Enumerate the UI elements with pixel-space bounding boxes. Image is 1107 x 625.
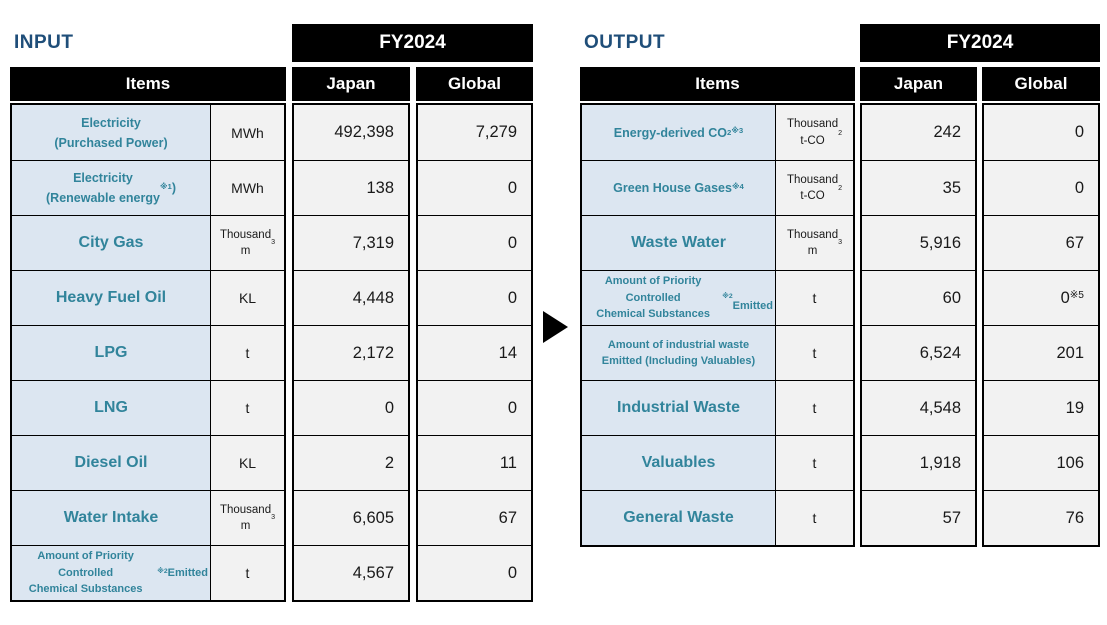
item-unit-cell: Thousand t-CO 2 bbox=[776, 161, 853, 215]
global-value-cell: 0 bbox=[984, 105, 1098, 160]
input-global-column-header: Global bbox=[416, 67, 533, 101]
input-items-body bbox=[10, 103, 286, 602]
japan-value-cell: 60 bbox=[862, 270, 975, 325]
item-name-cell: Energy-derived CO 2 $^{※3}$ bbox=[582, 105, 776, 160]
item-unit-cell: Thousand m $^3$ bbox=[776, 216, 853, 270]
table-row bbox=[582, 105, 853, 160]
item-name-cell: Green House Gases $^{※4}$ bbox=[582, 161, 776, 215]
japan-value-cell: 6,524 bbox=[862, 325, 975, 380]
global-value-cell: 201 bbox=[984, 325, 1098, 380]
global-value-cell: 0 bbox=[418, 270, 531, 325]
item-unit-cell: t bbox=[776, 491, 853, 545]
global-value-cell: 0 bbox=[418, 160, 531, 215]
table-row bbox=[12, 105, 284, 160]
japan-value-cell: 0 bbox=[294, 380, 408, 435]
japan-value-cell: 492,398 bbox=[294, 105, 408, 160]
item-unit-cell: t bbox=[211, 326, 284, 380]
table-row bbox=[12, 490, 284, 545]
table-row bbox=[582, 325, 853, 380]
item-name-cell: Electricity (Purchased Power) bbox=[12, 105, 211, 160]
item-name-cell: General Waste bbox=[582, 491, 776, 545]
japan-value-cell: 35 bbox=[862, 160, 975, 215]
output-japan-column-header: Japan bbox=[860, 67, 977, 101]
item-name-cell: Amount of industrial waste Emitted (Including Valuables) bbox=[582, 326, 776, 380]
input-japan-body bbox=[292, 103, 410, 602]
item-unit-cell: t bbox=[776, 436, 853, 490]
japan-value-cell: 138 bbox=[294, 160, 408, 215]
japan-value-cell: 4,448 bbox=[294, 270, 408, 325]
input-title: INPUT bbox=[14, 32, 74, 53]
japan-value-cell: 5,916 bbox=[862, 215, 975, 270]
global-value-cell: 67 bbox=[984, 215, 1098, 270]
output-global-column-header: Global bbox=[982, 67, 1100, 101]
item-unit-cell: t bbox=[776, 326, 853, 380]
output-items-body bbox=[580, 103, 855, 547]
input-fy2024-header: FY2024 bbox=[292, 24, 533, 62]
japan-value-cell: 2 bbox=[294, 435, 408, 490]
table-row bbox=[12, 325, 284, 380]
item-name-cell: Valuables bbox=[582, 436, 776, 490]
item-unit-cell: Thousand m $^3$ bbox=[211, 216, 284, 270]
input-items-column-header: Items bbox=[10, 67, 286, 101]
item-unit-cell: KL bbox=[211, 436, 284, 490]
output-fy2024-header: FY2024 bbox=[860, 24, 1100, 62]
japan-value-cell: 1,918 bbox=[862, 435, 975, 490]
item-name-cell: Diesel Oil bbox=[12, 436, 211, 490]
japan-value-cell: 242 bbox=[862, 105, 975, 160]
output-title: OUTPUT bbox=[584, 32, 666, 53]
global-value-cell: 0 bbox=[418, 215, 531, 270]
input-japan-column-header: Japan bbox=[292, 67, 410, 101]
item-unit-cell: Thousand m $^3$ bbox=[211, 491, 284, 545]
japan-value-cell: 4,567 bbox=[294, 545, 408, 600]
table-row bbox=[12, 435, 284, 490]
global-value-cell: 0 bbox=[418, 545, 531, 600]
table-row bbox=[582, 215, 853, 270]
item-unit-cell: t bbox=[211, 546, 284, 600]
item-name-cell: Waste Water bbox=[582, 216, 776, 270]
table-row bbox=[12, 270, 284, 325]
table-row bbox=[12, 215, 284, 270]
table-row bbox=[582, 490, 853, 545]
global-value-cell: 11 bbox=[418, 435, 531, 490]
global-value-cell: 76 bbox=[984, 490, 1098, 545]
item-name-cell: LNG bbox=[12, 381, 211, 435]
global-value-cell: 7,279 bbox=[418, 105, 531, 160]
global-value-cell: 67 bbox=[418, 490, 531, 545]
item-unit-cell: MWh bbox=[211, 105, 284, 160]
japan-value-cell: 57 bbox=[862, 490, 975, 545]
item-unit-cell: MWh bbox=[211, 161, 284, 215]
table-row bbox=[582, 435, 853, 490]
japan-value-cell: 2,172 bbox=[294, 325, 408, 380]
item-name-cell: City Gas bbox=[12, 216, 211, 270]
right-triangle-icon bbox=[543, 311, 568, 343]
global-value-cell: 0 bbox=[984, 160, 1098, 215]
table-row bbox=[582, 160, 853, 215]
table-row bbox=[12, 545, 284, 600]
output-japan-body bbox=[860, 103, 977, 547]
item-unit-cell: Thousand t-CO 2 bbox=[776, 105, 853, 160]
item-name-cell: Amount of Priority Controlled Chemical Substances $^{※2}$ Emitted bbox=[582, 271, 776, 325]
item-unit-cell: t bbox=[776, 381, 853, 435]
item-name-cell: Water Intake bbox=[12, 491, 211, 545]
table-row bbox=[582, 270, 853, 325]
global-value-cell: 14 bbox=[418, 325, 531, 380]
table-row bbox=[12, 160, 284, 215]
input-global-body bbox=[416, 103, 533, 602]
japan-value-cell: 4,548 bbox=[862, 380, 975, 435]
item-name-cell: LPG bbox=[12, 326, 211, 380]
output-global-body bbox=[982, 103, 1100, 547]
japan-value-cell: 7,319 bbox=[294, 215, 408, 270]
japan-value-cell: 6,605 bbox=[294, 490, 408, 545]
item-name-cell: Heavy Fuel Oil bbox=[12, 271, 211, 325]
item-unit-cell: t bbox=[211, 381, 284, 435]
table-row bbox=[582, 380, 853, 435]
table-row bbox=[12, 380, 284, 435]
item-name-cell: Industrial Waste bbox=[582, 381, 776, 435]
global-value-cell: 19 bbox=[984, 380, 1098, 435]
output-items-column-header: Items bbox=[580, 67, 855, 101]
item-unit-cell: t bbox=[776, 271, 853, 325]
item-unit-cell: KL bbox=[211, 271, 284, 325]
global-value-cell: 0 $^{※5}$ bbox=[984, 270, 1098, 325]
item-name-cell: Electricity (Renewable energy $^{※1}$ ) bbox=[12, 161, 211, 215]
item-name-cell: Amount of Priority Controlled Chemical Substances $^{※2}$ Emitted bbox=[12, 546, 211, 600]
global-value-cell: 0 bbox=[418, 380, 531, 435]
global-value-cell: 106 bbox=[984, 435, 1098, 490]
